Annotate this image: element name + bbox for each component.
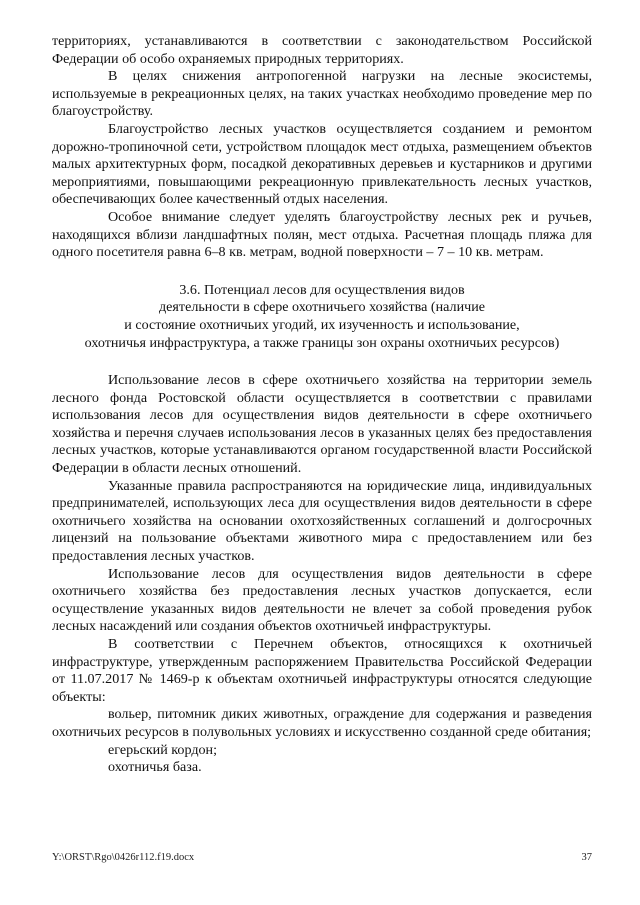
page-number: 37 <box>581 852 592 863</box>
paragraph: Использование лесов для осуществления видов деятельности в сфере охотничьего хозяйства без предоставления лесных участков допускается, если осуществление указанных видов деятельности не влечет за собой проведения рубок лесных насаждений или создания объектов охотничьей инфраструктуры. <box>52 565 592 635</box>
paragraph: Указанные правила распространяются на юридические лица, индивидуальных предпринимателей, использующих леса для осуществления видов деятельности в сфере охотничьего хозяйства на основании охотхозяйственных соглашений и долгосрочных лицензий на пользование объектами животного мира с предоставлением или без предоставления лесных участков. <box>52 477 592 565</box>
section-heading-line: охотничья инфраструктура, а также границы зон охраны охотничьих ресурсов) <box>84 334 560 351</box>
section-heading <box>52 282 592 352</box>
section-heading-line: и состояние охотничьих угодий, их изученность и использование, <box>124 316 520 333</box>
paragraph: Особое внимание следует уделять благоустройству лесных рек и ручьев, находящихся вблизи ландшафтных полян, мест отдыха. Расчетная площадь пляжа для одного посетителя равна 6–8 кв. метрам, водной поверхности – 7 – 10 кв. метрам. <box>52 208 592 261</box>
paragraph: В соответствии с Перечнем объектов, относящихся к охотничьей инфраструктуре, утвержденным распоряжением Правительства Российской Федерации от 11.07.2017 № 1469-р к объектам охотничьей инфраструктуры относятся следующие объекты: <box>52 636 592 705</box>
paragraph: территориях, устанавливаются в соответствии с законодательством Российской Федерации об особо охраняемых природных территориях. <box>52 33 592 67</box>
paragraph: Благоустройство лесных участков осуществляется созданием и ремонтом дорожно-тропиночной сети, устройством площадок мест отдыха, размещением объектов малых архитектурных форм, посадкой декоративных деревьев и кустарников и другими мероприятиями, повышающими рекреационную привлекательность лесных участков, обеспечивающих более качественный отдых населения. <box>52 120 592 208</box>
document-body <box>52 33 592 777</box>
section-heading-line: деятельности в сфере охотничьего хозяйства (наличие <box>159 299 485 316</box>
list-item: охотничья база. <box>108 759 202 776</box>
paragraph: В целях снижения антропогенной нагрузки на лесные экосистемы, используемые в рекреационных целях, на таких участках необходимо проведение мер по благоустройству. <box>52 68 592 120</box>
paragraph: Использование лесов в сфере охотничьего хозяйства на территории земель лесного фонда Ростовской области осуществляется в соответствии с правилами использования лесов для осуществления видов деятельности в сфере охотничьего хозяйства и перечня случаев использования лесов в указанных целях без предоставления лесных участков, которые устанавливаются органом государственной власти Российской Федерации в области лесных отношений. <box>52 372 592 477</box>
list-item: вольер, питомник диких животных, ограждение для содержания и разведения охотничьих ресурсов в полувольных условиях и искусственно созданной среде обитания; <box>52 706 592 740</box>
footer-file-path: Y:\ORST\Rgo\0426r112.f19.docx <box>52 852 195 863</box>
section-heading-line: 3.6. Потенциал лесов для осуществления видов <box>179 281 465 298</box>
list-item: егерьский кордон; <box>108 741 218 758</box>
